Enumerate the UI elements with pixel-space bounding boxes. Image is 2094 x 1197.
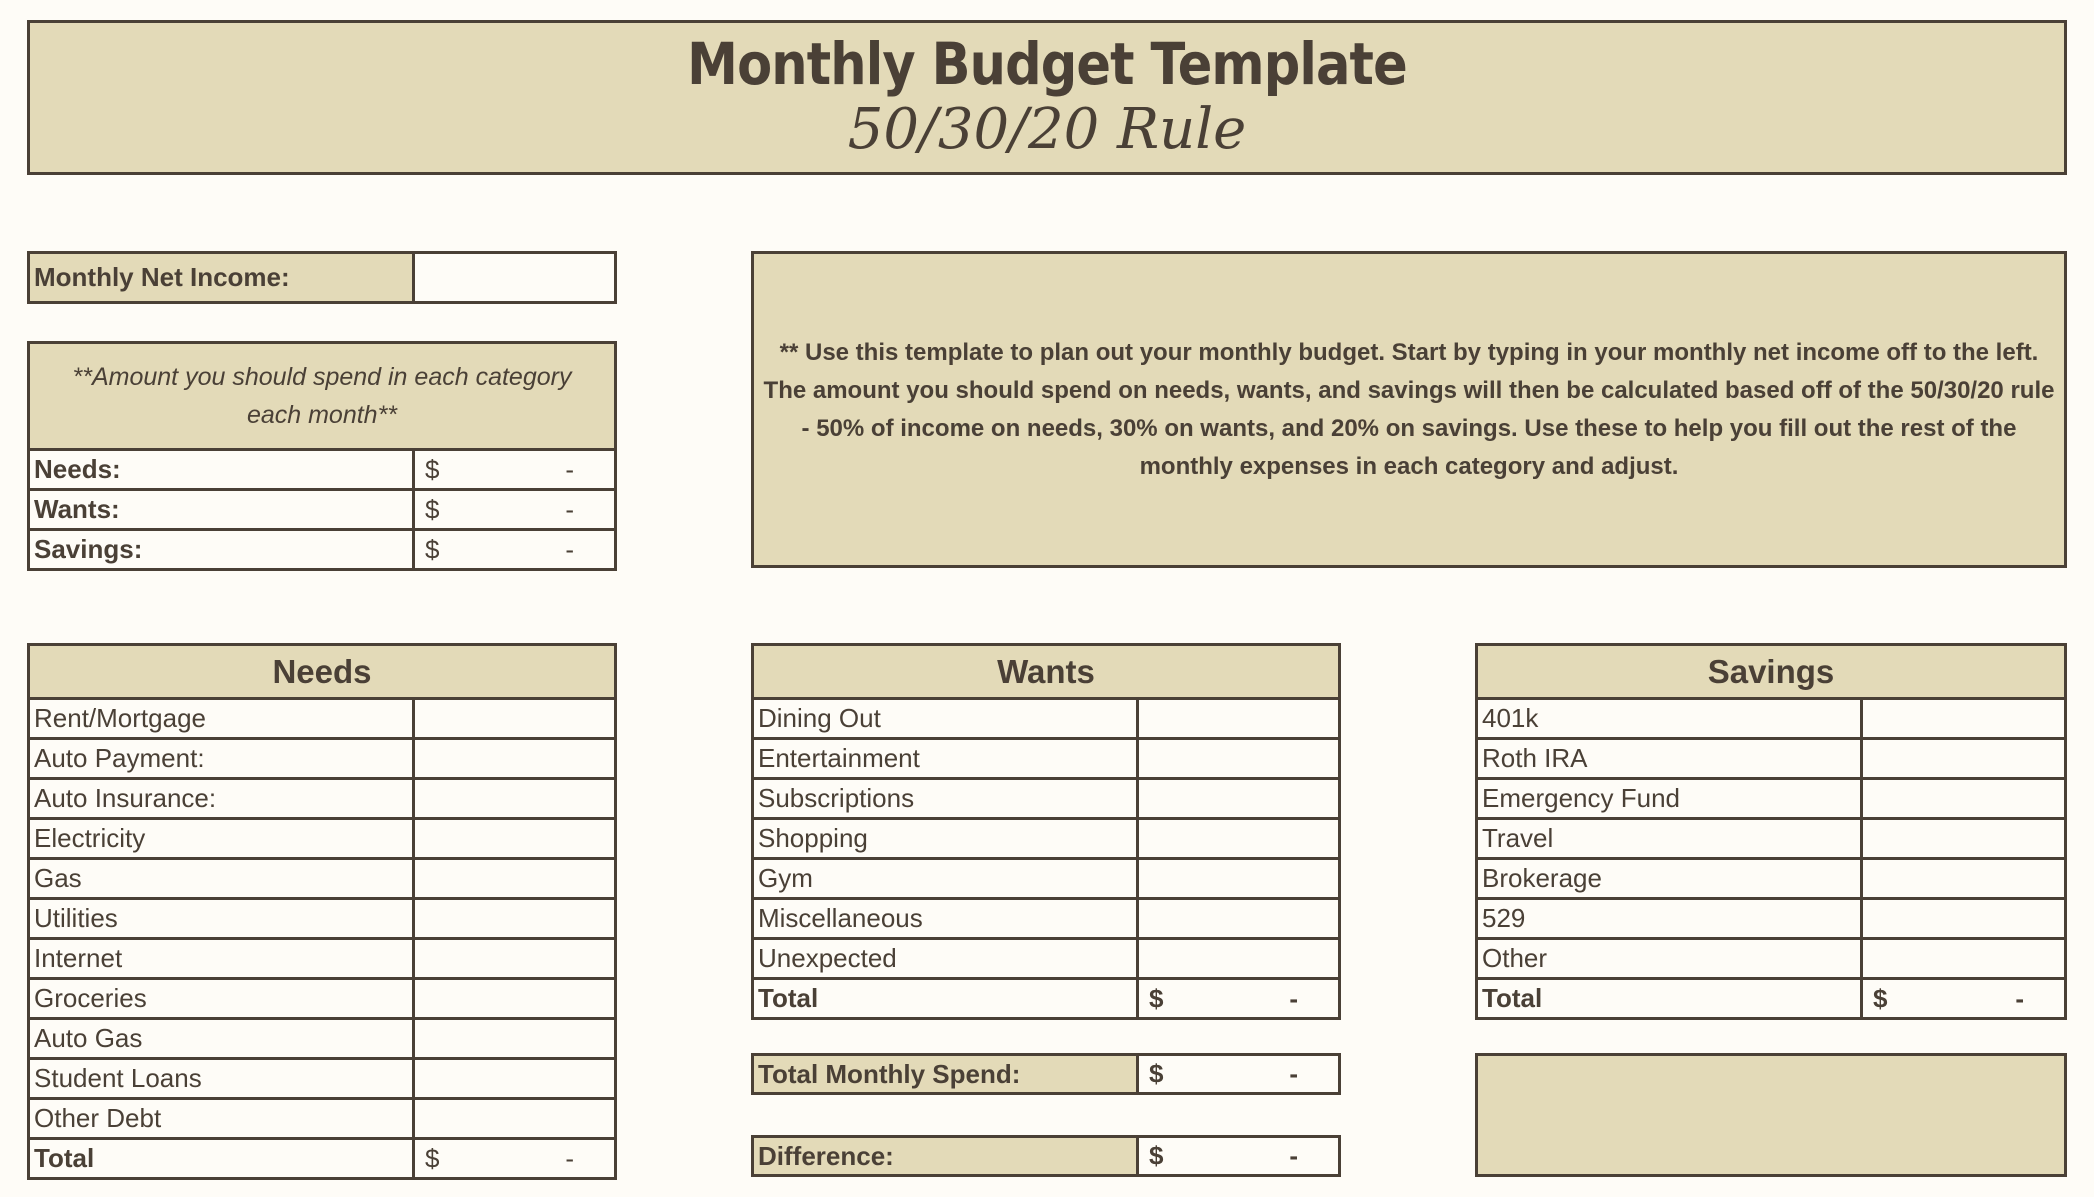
needs-amount-input[interactable]: [414, 739, 616, 779]
difference-value: $ -: [1138, 1137, 1340, 1176]
wants-item: Entertainment: [753, 739, 1138, 779]
instructions-text: ** Use this template to plan out your monthly budget. Start by typing in your monthly net income off to the left. The amount you should spend on needs, wants, and savings will then be calculated based off of the 50/30/20 rule - 50% of income on needs, 30% on wants, and 20% on savings. Use these to help you fill out the rest of the monthly expenses in each category and adjust.: [763, 338, 2055, 480]
wants-amount-input[interactable]: [1138, 739, 1340, 779]
income-label: Monthly Net Income:: [29, 253, 414, 303]
empty-panel: [1475, 1053, 2067, 1177]
savings-amount-input[interactable]: [1862, 939, 2066, 979]
wants-total-value: $ -: [1138, 979, 1340, 1019]
savings-item: Emergency Fund: [1477, 779, 1862, 819]
wants-item: Unexpected: [753, 939, 1138, 979]
allocation-needs-label: Needs:: [29, 450, 414, 490]
wants-amount-input[interactable]: [1138, 779, 1340, 819]
allocation-savings-amount: $ -: [414, 530, 616, 570]
wants-item: Shopping: [753, 819, 1138, 859]
allocation-needs-amount: $ -: [414, 450, 616, 490]
needs-amount-input[interactable]: [414, 1099, 616, 1139]
wants-item: Gym: [753, 859, 1138, 899]
wants-amount-input[interactable]: [1138, 859, 1340, 899]
needs-total-value: $ -: [414, 1139, 616, 1179]
allocation-wants-amount: $ -: [414, 490, 616, 530]
savings-item: Travel: [1477, 819, 1862, 859]
wants-amount-input[interactable]: [1138, 899, 1340, 939]
total-spend-label: Total Monthly Spend:: [753, 1055, 1138, 1094]
savings-total-value: $ -: [1862, 979, 2066, 1019]
savings-item: Brokerage: [1477, 859, 1862, 899]
needs-total-label: Total: [29, 1139, 414, 1179]
needs-item: Electricity: [29, 819, 414, 859]
savings-amount-input[interactable]: [1862, 779, 2066, 819]
wants-amount-input[interactable]: [1138, 939, 1340, 979]
needs-item: Auto Gas: [29, 1019, 414, 1059]
savings-item: Roth IRA: [1477, 739, 1862, 779]
needs-amount-input[interactable]: [414, 1019, 616, 1059]
wants-header: Wants: [753, 645, 1340, 699]
savings-amount-input[interactable]: [1862, 699, 2066, 739]
title-banner: [27, 20, 2067, 175]
needs-item: Utilities: [29, 899, 414, 939]
income-table: [27, 251, 617, 304]
needs-amount-input[interactable]: [414, 899, 616, 939]
savings-table: [1475, 643, 2067, 1017]
total-spend-value: $ -: [1138, 1055, 1340, 1094]
wants-amount-input[interactable]: [1138, 699, 1340, 739]
page-subtitle: 50/30/20 Rule: [847, 96, 1247, 162]
needs-amount-input[interactable]: [414, 939, 616, 979]
savings-amount-input[interactable]: [1862, 859, 2066, 899]
needs-item: Student Loans: [29, 1059, 414, 1099]
savings-item: 401k: [1477, 699, 1862, 739]
savings-amount-input[interactable]: [1862, 899, 2066, 939]
savings-amount-input[interactable]: [1862, 819, 2066, 859]
needs-item: Rent/Mortgage: [29, 699, 414, 739]
needs-item: Auto Insurance:: [29, 779, 414, 819]
needs-amount-input[interactable]: [414, 979, 616, 1019]
savings-item: Other: [1477, 939, 1862, 979]
allocation-wants-label: Wants:: [29, 490, 414, 530]
savings-amount-input[interactable]: [1862, 739, 2066, 779]
allocation-savings-label: Savings:: [29, 530, 414, 570]
needs-item: Internet: [29, 939, 414, 979]
allocation-note: **Amount you should spend in each category each month**: [29, 343, 616, 450]
needs-amount-input[interactable]: [414, 779, 616, 819]
wants-item: Subscriptions: [753, 779, 1138, 819]
difference-table: [751, 1135, 1341, 1177]
wants-total-label: Total: [753, 979, 1138, 1019]
needs-amount-input[interactable]: [414, 859, 616, 899]
needs-amount-input[interactable]: [414, 1059, 616, 1099]
wants-amount-input[interactable]: [1138, 819, 1340, 859]
total-spend-table: [751, 1053, 1341, 1095]
needs-amount-input[interactable]: [414, 699, 616, 739]
needs-amount-input[interactable]: [414, 819, 616, 859]
allocation-table: [27, 341, 617, 568]
wants-item: Dining Out: [753, 699, 1138, 739]
needs-item: Gas: [29, 859, 414, 899]
wants-table: [751, 643, 1341, 1017]
savings-item: 529: [1477, 899, 1862, 939]
difference-label: Difference:: [753, 1137, 1138, 1176]
instructions-box: [751, 251, 2067, 568]
wants-item: Miscellaneous: [753, 899, 1138, 939]
needs-table: [27, 643, 617, 1177]
savings-total-label: Total: [1477, 979, 1862, 1019]
income-input[interactable]: [414, 253, 616, 303]
page-title: Monthly Budget Template: [687, 30, 1407, 98]
needs-item: Other Debt: [29, 1099, 414, 1139]
needs-item: Auto Payment:: [29, 739, 414, 779]
savings-header: Savings: [1477, 645, 2066, 699]
needs-item: Groceries: [29, 979, 414, 1019]
needs-header: Needs: [29, 645, 616, 699]
